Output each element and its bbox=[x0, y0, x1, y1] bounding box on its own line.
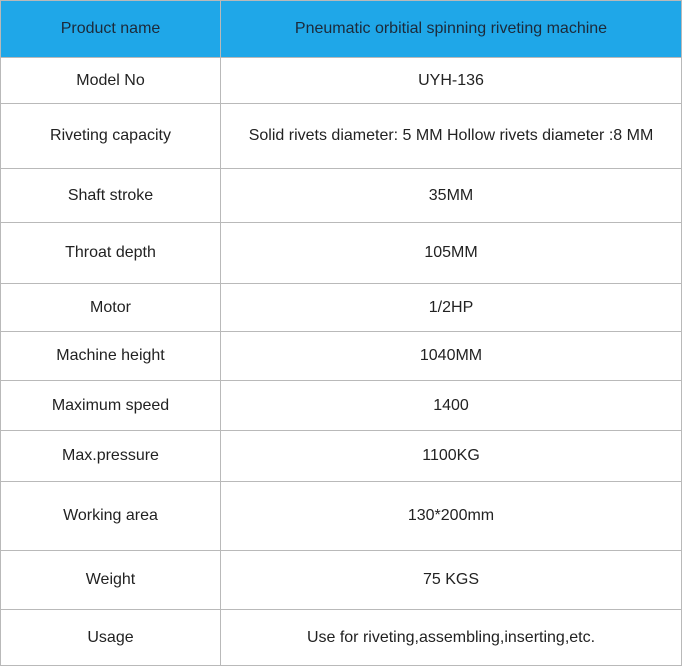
table-row bbox=[1, 431, 682, 482]
row-value: 1400 bbox=[221, 381, 682, 431]
row-label: Model No bbox=[1, 58, 221, 104]
row-value: 105MM bbox=[221, 223, 682, 284]
row-label: Maximum speed bbox=[1, 381, 221, 431]
row-value: 75 KGS bbox=[221, 551, 682, 610]
table-row bbox=[1, 284, 682, 332]
row-value: 130*200mm bbox=[221, 482, 682, 551]
header-label-cell: Product name bbox=[1, 1, 221, 58]
row-value: 1/2HP bbox=[221, 284, 682, 332]
row-label: Riveting capacity bbox=[1, 104, 221, 169]
row-label: Weight bbox=[1, 551, 221, 610]
row-value: UYH-136 bbox=[221, 58, 682, 104]
table-row bbox=[1, 332, 682, 381]
row-label: Machine height bbox=[1, 332, 221, 381]
table-row bbox=[1, 104, 682, 169]
row-label: Working area bbox=[1, 482, 221, 551]
table-header-row bbox=[1, 1, 682, 58]
row-label: Usage bbox=[1, 610, 221, 666]
table-row bbox=[1, 551, 682, 610]
row-label: Shaft stroke bbox=[1, 169, 221, 223]
header-value-cell: Pneumatic orbitial spinning riveting machine bbox=[221, 1, 682, 58]
row-label: Max.pressure bbox=[1, 431, 221, 482]
row-label: Throat depth bbox=[1, 223, 221, 284]
row-label: Motor bbox=[1, 284, 221, 332]
table-row bbox=[1, 381, 682, 431]
table-row bbox=[1, 223, 682, 284]
row-value: 1100KG bbox=[221, 431, 682, 482]
table-row bbox=[1, 169, 682, 223]
row-value: 35MM bbox=[221, 169, 682, 223]
row-value: 1040MM bbox=[221, 332, 682, 381]
table-row bbox=[1, 58, 682, 104]
table-row bbox=[1, 610, 682, 666]
table-row bbox=[1, 482, 682, 551]
row-value: Use for riveting,assembling,inserting,etc. bbox=[221, 610, 682, 666]
row-value: Solid rivets diameter: 5 MM Hollow rivets diameter :8 MM bbox=[221, 104, 682, 169]
